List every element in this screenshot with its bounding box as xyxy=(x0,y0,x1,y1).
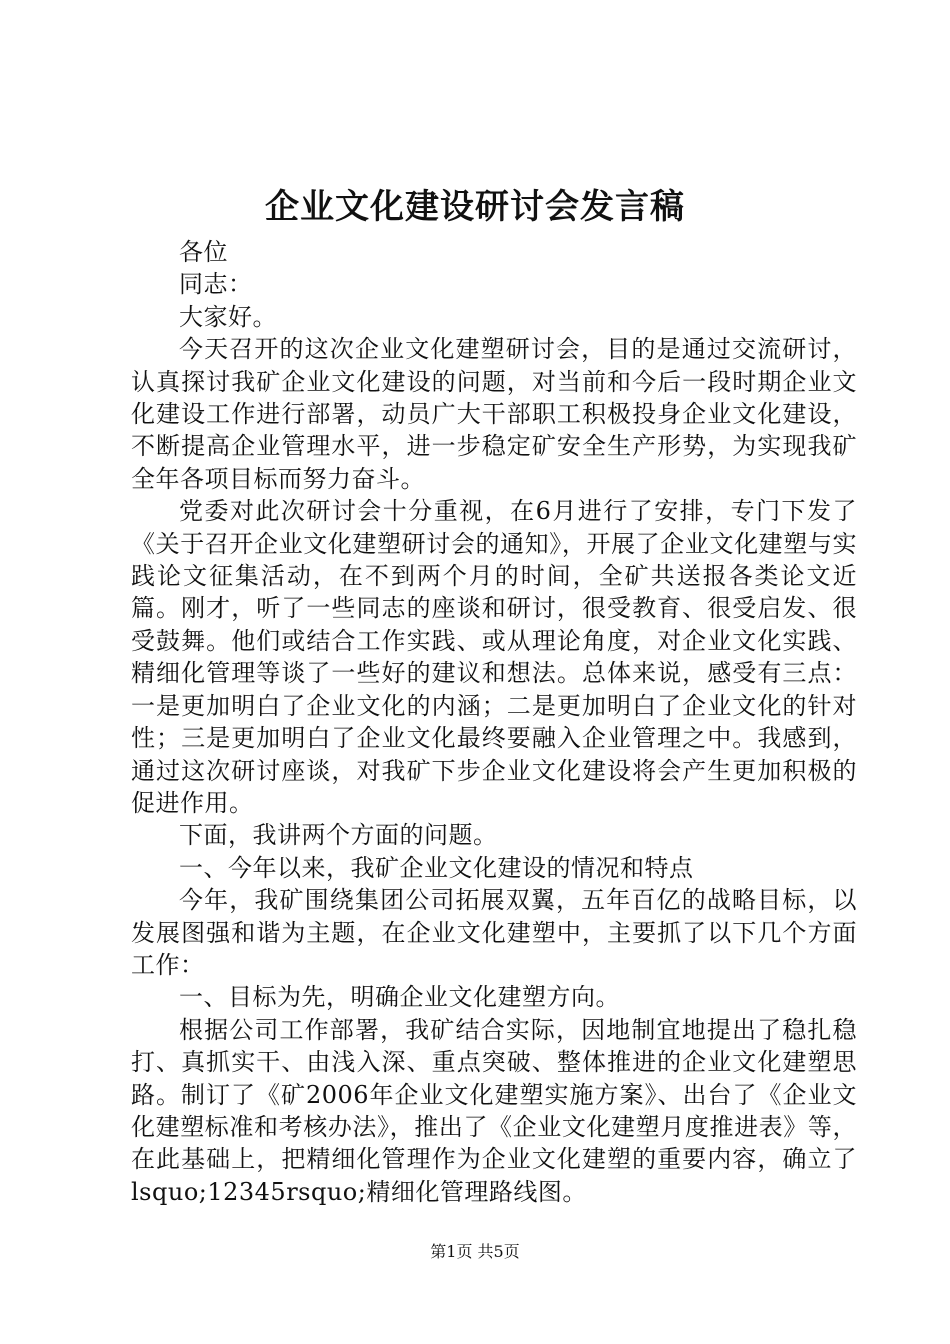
paragraph-this-year: 今年，我矿围绕集团公司拓展双翼，五年百亿的战略目标，以发展图强和谐为主题，在企业文化建塑中，主要抓了以下几个方面工作： xyxy=(131,886,857,979)
greeting: 大家好。 xyxy=(179,302,277,331)
paragraph-purpose: 今天召开的这次企业文化建塑研讨会，目的是通过交流研讨，认真探讨我矿企业文化建设的问题，对当前和今后一段时期企业文化建设工作进行部署，动员广大干部职工积极投身企业文化建设，不断提高企业管理水平，进一步稳定矿安全生产形势，为实现我矿全年各项目标而努力奋斗。 xyxy=(131,335,857,493)
salutation-line-1: 各位 xyxy=(179,238,228,266)
document-body xyxy=(131,236,857,1208)
paragraph-intro-topics: 下面，我讲两个方面的问题。 xyxy=(179,821,498,850)
subheading-goal-first: 一、目标为先，明确企业文化建塑方向。 xyxy=(179,983,620,1012)
document-title: 企业文化建设研讨会发言稿 xyxy=(265,187,685,227)
page-footer: 第1页 共5页 xyxy=(430,1242,520,1261)
section-heading-1: 一、今年以来，我矿企业文化建设的情况和特点 xyxy=(179,853,694,882)
paragraph-party-committee: 党委对此次研讨会十分重视，在6月进行了安排，专门下发了《关于召开企业文化建塑研讨会的通知》，开展了企业文化建塑与实践论文征集活动，在不到两个月的时间，全矿共送报各类论文近篇。刚才，听了一些同志的座谈和研讨，很受教育、很受启发、很受鼓舞。他们或结合工作实践、或从理论角度，对企业文化实践、精细化管理等谈了一些好的建议和想法。总体来说，感受有三点：一是更加明白了企业文化的内涵；二是更加明白了企业文化的针对性；三是更加明白了企业文化最终要融入企业管理之中。我感到，通过这次研讨座谈，对我矿下步企业文化建设将会产生更加积极的促进作用。 xyxy=(131,497,857,817)
salutation-line-2: 同志： xyxy=(179,270,253,299)
paragraph-deployment: 根据公司工作部署，我矿结合实际，因地制宜地提出了稳扎稳打、真抓实干、由浅入深、重点突破、整体推进的企业文化建塑思路。制订了《矿2006年企业文化建塑实施方案》、出台了《企业文化建塑标准和考核办法》，推出了《企业文化建塑月度推进表》等，在此基础上，把精细化管理作为企业文化建塑的重要内容，确立了lsquo;12345rsquo;精细化管理路线图。 xyxy=(131,1015,857,1206)
